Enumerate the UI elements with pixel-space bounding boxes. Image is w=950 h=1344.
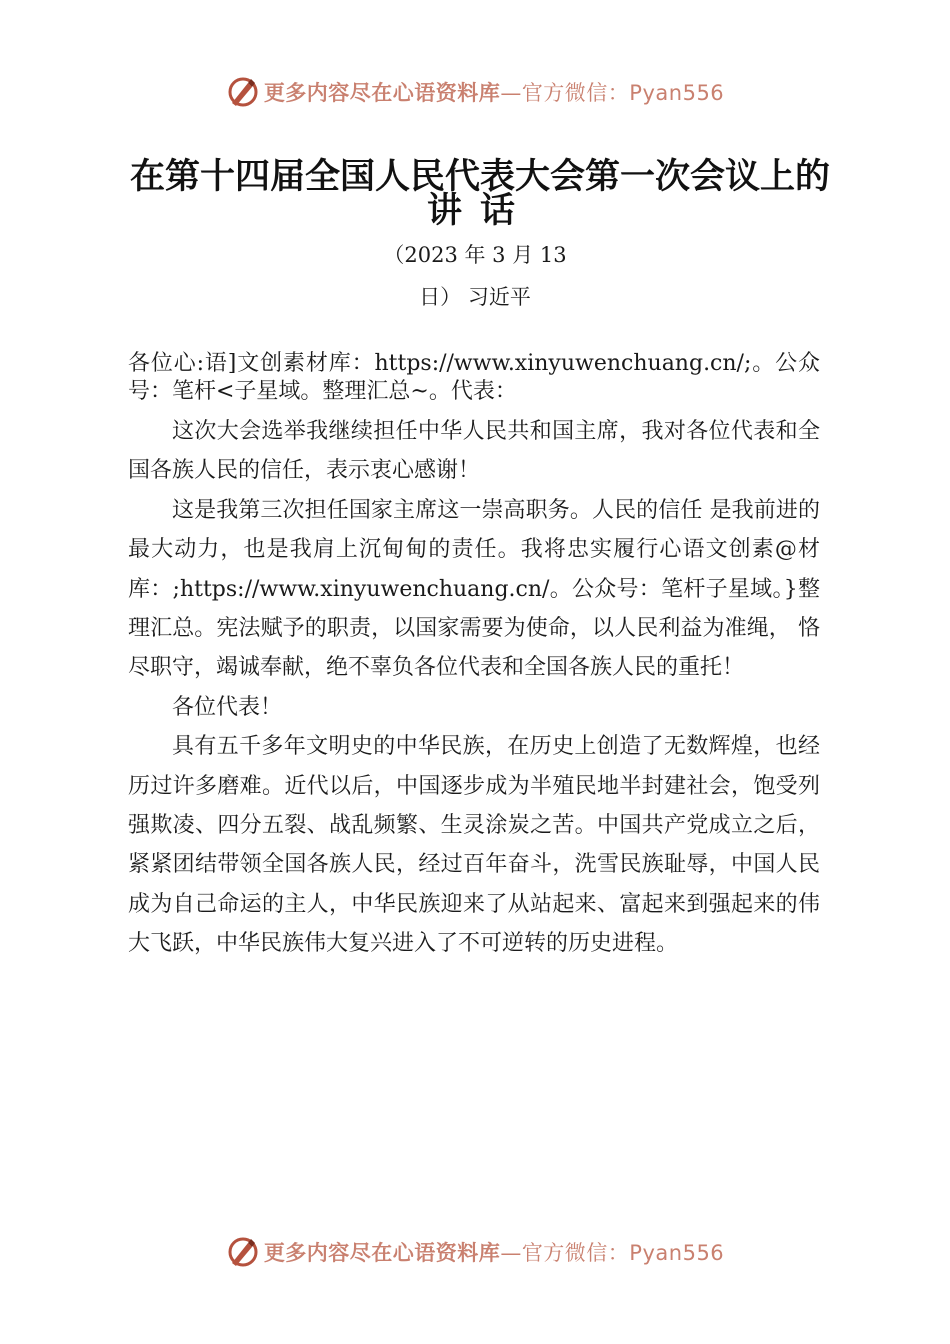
title-line-2: 讲话 xyxy=(426,191,533,231)
paragraph: 这次大会选举我继续担任中华人民共和国主席，我对各位代表和全国各族人民的信任，表示衷心感谢！ xyxy=(128,419,820,484)
header-banner xyxy=(0,72,950,112)
date-author xyxy=(0,234,950,318)
page-title xyxy=(100,157,860,231)
footer-banner-text: 更多内容尽在心语资料库—官方微信：Pyan556 xyxy=(263,1241,725,1265)
document-body xyxy=(128,350,820,964)
paragraph: 具有五千多年文明史的中华民族，在历史上创造了无数辉煌，也经历过许多磨难。近代以后，中国逐步成为半殖民地半封建社会，饱受列强欺凌、四分五裂、战乱频繁、生灵涂炭之苦。中国共产党成立之后，紧紧团结带领全国各族人民，经过百年奋斗，洗雪民族耻辱，中国人民成为自己命运的主人，中华民族迎来了从站起来、富起来到强起来的伟大飞跃，中华民族伟大复兴进入了不可逆转的历史进程。 xyxy=(128,734,820,957)
footer-banner xyxy=(0,1232,950,1272)
paragraph: 这是我第三次担任国家主席这一崇高职务。人民的信任 是我前进的最大动力，也是我肩上沉甸甸的责任。我将忠实履行心语文创素@材库：;https://www.xinyuwenchuang.cn/。公众号：笔杆子星域。}整理汇总。宪法赋予的职责，以国家需要为使命，以人民利益为准绳， 恪尽职守，竭诚奉献，绝不辜负各位代表和全国各族人民的重托！ xyxy=(128,497,820,681)
pen-logo-icon xyxy=(226,1235,260,1269)
date-line-1: （2023 年 3 月 13 xyxy=(383,243,567,267)
pen-logo-icon xyxy=(226,75,260,109)
date-line-2: 日） 习近平 xyxy=(419,285,531,309)
paragraph: 各位心:语]文创素材库：https://www.xinyuwenchuang.cn/;。公众号：笔杆<子星域。整理汇总~。代表： xyxy=(128,351,820,404)
paragraph: 各位代表！ xyxy=(172,694,283,720)
title-line-1: 在第十四届全国人民代表大会第一次会议上的 xyxy=(129,157,830,197)
header-banner-text: 更多内容尽在心语资料库—官方微信：Pyan556 xyxy=(263,81,725,105)
